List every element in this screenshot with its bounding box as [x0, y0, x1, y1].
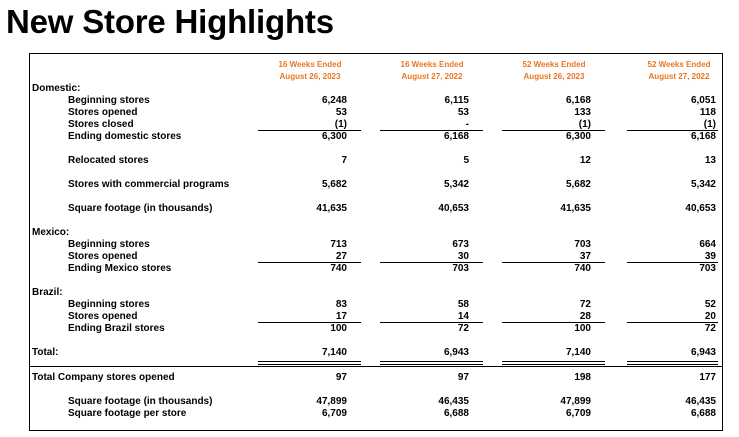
store-highlights-table [29, 53, 723, 431]
cell-value: 703 [574, 239, 591, 250]
cell-value: 177 [699, 372, 716, 383]
cell-value: 198 [574, 372, 591, 383]
cell-value: 6,168 [565, 95, 591, 106]
cell-value: 97 [457, 372, 469, 383]
cell-value: 673 [452, 239, 469, 250]
table-row [30, 323, 722, 335]
column-header-date: August 27, 2022 [648, 72, 710, 81]
cell-value: 7 [341, 155, 347, 166]
cell-value: 47,899 [560, 396, 591, 407]
section-heading-mexico [30, 227, 722, 239]
table-row [30, 311, 722, 323]
row-label: Stores with commercial programs [68, 179, 230, 190]
cell-value: 664 [699, 239, 716, 250]
cell-value: 703 [699, 263, 716, 274]
cell-value: 41,635 [560, 203, 591, 214]
cell-value: 37 [579, 251, 591, 262]
table-row [30, 396, 722, 408]
table-row [30, 131, 722, 143]
cell-value: 6,115 [444, 95, 469, 106]
cell-value: 6,688 [443, 408, 469, 419]
cell-value: 47,899 [316, 396, 347, 407]
cell-value: 6,943 [443, 347, 469, 358]
cell-value: 83 [335, 299, 347, 310]
cell-value: 5,682 [321, 179, 347, 190]
table-row [30, 95, 722, 107]
table-row [30, 239, 722, 251]
section-heading-brazil [30, 287, 722, 299]
row-label: Beginning stores [68, 239, 150, 250]
cell-value: 133 [574, 107, 591, 118]
cell-value: 703 [452, 263, 469, 274]
column-header-period: 16 Weeks Ended [278, 60, 342, 69]
cell-value: 40,653 [685, 203, 716, 214]
cell-value: 13 [704, 155, 716, 166]
cell-value: 40,653 [438, 203, 469, 214]
row-label: Ending Mexico stores [68, 263, 172, 274]
row-label: Stores opened [68, 251, 138, 262]
row-label: Square footage (in thousands) [68, 396, 213, 407]
row-label: Total Company stores opened [32, 372, 175, 383]
cell-value: 740 [574, 263, 591, 274]
cell-value: 6,300 [321, 131, 347, 142]
total-double-rule [258, 361, 361, 365]
column-header-date: August 27, 2022 [401, 72, 463, 81]
row-label: Stores closed [68, 119, 134, 130]
section-heading-domestic [30, 83, 722, 95]
row-label: Brazil: [32, 287, 63, 298]
cell-value: 100 [330, 323, 347, 334]
cell-value: 6,709 [565, 408, 591, 419]
column-header-period: 52 Weeks Ended [647, 60, 711, 69]
row-label: Stores opened [68, 311, 138, 322]
column-header-period: 52 Weeks Ended [522, 60, 586, 69]
cell-value: 58 [457, 299, 469, 310]
cell-value: 12 [579, 155, 591, 166]
cell-value: 39 [704, 251, 716, 262]
table-row [30, 372, 722, 384]
cell-value: 6,168 [443, 131, 469, 142]
row-label: Relocated stores [68, 155, 149, 166]
cell-value: 118 [699, 107, 716, 118]
total-double-rule [627, 361, 718, 365]
table-row [30, 119, 722, 131]
cell-value: 72 [579, 299, 591, 310]
total-double-rule [380, 361, 483, 365]
cell-value: 7,140 [321, 347, 347, 358]
cell-value: 20 [704, 311, 716, 322]
cell-value: 7,140 [565, 347, 591, 358]
cell-value: 28 [579, 311, 591, 322]
total-double-rule [502, 361, 605, 365]
row-label: Square footage per store [68, 408, 187, 419]
row-label: Beginning stores [68, 95, 150, 106]
cell-value: 17 [335, 311, 347, 322]
table-row [30, 251, 722, 263]
cell-value: 5 [463, 155, 469, 166]
cell-value: 5,342 [690, 179, 716, 190]
table-row [30, 203, 722, 215]
cell-value: 6,709 [321, 408, 347, 419]
cell-value: 6,248 [321, 95, 347, 106]
cell-value: - [465, 119, 469, 130]
row-label: Ending domestic stores [68, 131, 182, 142]
cell-value: 41,635 [316, 203, 347, 214]
cell-value: 14 [457, 311, 469, 322]
cell-value: 6,168 [690, 131, 716, 142]
cell-value: 6,051 [690, 95, 716, 106]
cell-value: 52 [704, 299, 716, 310]
row-label: Ending Brazil stores [68, 323, 165, 334]
cell-value: 97 [335, 372, 347, 383]
row-label: Beginning stores [68, 299, 150, 310]
cell-value: 6,688 [690, 408, 716, 419]
cell-value: (1) [334, 119, 347, 130]
section-divider [30, 366, 722, 367]
column-header-date: August 26, 2023 [523, 72, 585, 81]
cell-value: 5,342 [443, 179, 469, 190]
cell-value: 713 [330, 239, 347, 250]
table-row [30, 263, 722, 275]
cell-value: 72 [704, 323, 716, 334]
table-row [30, 299, 722, 311]
page-title: New Store Highlights [6, 3, 334, 40]
cell-value: 46,435 [685, 396, 716, 407]
column-header-2 [377, 59, 487, 83]
table-row [30, 179, 722, 191]
column-header-4 [624, 59, 734, 83]
cell-value: 72 [457, 323, 469, 334]
row-label: Total: [32, 347, 59, 358]
row-label: Stores opened [68, 107, 138, 118]
column-header-3 [499, 59, 609, 83]
table-row [30, 408, 722, 420]
cell-value: (1) [578, 119, 591, 130]
cell-value: 53 [457, 107, 469, 118]
table-row-total [30, 347, 722, 359]
row-label: Domestic: [32, 83, 81, 94]
cell-value: 740 [330, 263, 347, 274]
table-row [30, 155, 722, 167]
column-header-1 [255, 59, 365, 83]
column-header-date: August 26, 2023 [279, 72, 341, 81]
column-header-period: 16 Weeks Ended [400, 60, 464, 69]
cell-value: 30 [457, 251, 469, 262]
cell-value: (1) [703, 119, 716, 130]
cell-value: 100 [574, 323, 591, 334]
cell-value: 6,300 [565, 131, 591, 142]
cell-value: 53 [335, 107, 347, 118]
row-label: Square footage (in thousands) [68, 203, 213, 214]
table-row [30, 107, 722, 119]
cell-value: 46,435 [438, 396, 469, 407]
cell-value: 6,943 [690, 347, 716, 358]
cell-value: 27 [335, 251, 347, 262]
cell-value: 5,682 [565, 179, 591, 190]
row-label: Mexico: [32, 227, 70, 238]
